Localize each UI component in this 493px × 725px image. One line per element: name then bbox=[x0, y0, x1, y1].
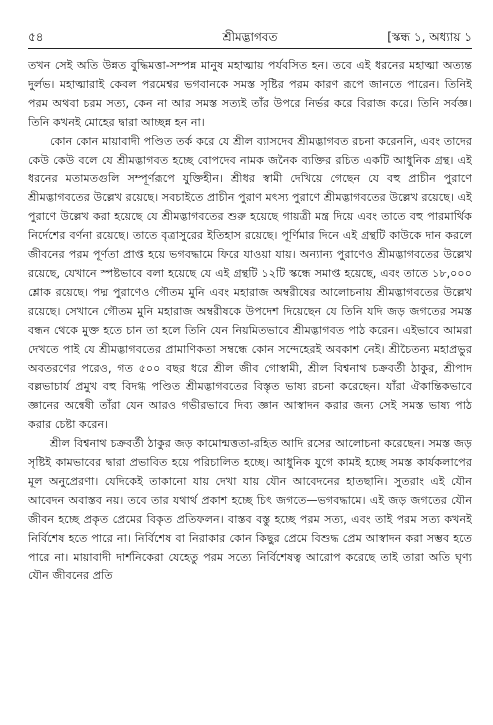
paragraph-bhagavata-authenticity: কোন কোন মায়াবাদী পণ্ডিত তর্ক করে যে শ্রীল ব্যাসদেব শ্রীমদ্ভাগবত রচনা করেননি, এবং তাদের কেউ কেউ বলে যে শ্রীমদ্ভাগবত হচ্ছে বোপদেব নামক জনৈক ব্যক্তির রচিত একটি আধুনিক গ্রন্থ। এই ধরনের মতামতগুলি সম্পূর্ণরূপে যুক্তিহীন। শ্রীধর স্বামী দেখিয়ে গেছেন যে বহু প্রাচীন পুরাণে শ্রীমদ্ভাগবতের উল্লেখ রয়েছে। সবচাইতে প্রাচীন পুরাণ মৎস্য পুরাণে শ্রীমদ্ভাগবতের উল্লেখ রয়েছে। এই পুরাণে উল্লেখ করা হয়েছে যে শ্রীমদ্ভাগবতের শুরু হয়েছে গায়ত্রী মন্ত্র দিয়ে এবং তাতে বহু পারমার্থিক নির্দেশের বর্ণনা রয়েছে। তাতে বৃত্রাসুরের ইতিহাস রয়েছে। পূর্ণিমার দিনে এই গ্রন্থটি কাউকে দান করলে জীবনের পরম পূর্ণতা প্রাপ্ত হয়ে ভগবদ্ধামে ফিরে যাওয়া যায়। অন্যান্য পুরাণেও শ্রীমদ্ভাগবতের উল্লেখ রয়েছে, যেখানে স্পষ্টভাবে বলা হয়েছে যে এই গ্রন্থটি ১২টি স্কন্ধে সমাপ্ত হয়েছে, এবং তাতে ১৮,০০০ শ্লোক রয়েছে। পদ্ম পুরাণেও গৌতম মুনি এবং মহারাজ অম্বরীষের আলোচনায় শ্রীমদ্ভাগবতের উল্লেখ রয়েছে। সেখানে গৌতম মুনি মহারাজ অম্বরীষকে উপদেশ দিয়েছেন যে তিনি যদি জড় জগতের সমস্ত বন্ধন থেকে মুক্ত হতে চান তা হলে তিনি যেন নিয়মিতভাবে শ্রীমদ্ভাগবত পাঠ করেন। এইভাবে আমরা দেখতে পাই যে শ্রীমদ্ভাগবতের প্রামাণিকতা সম্বন্ধে কোন সন্দেহেরই অবকাশ নেই। শ্রীচৈতন্য মহাপ্রভুর অবতরণের পরেও, গত ৫০০ বছর ধরে শ্রীল জীব গোস্বামী, শ্রীল বিশ্বনাথ চক্রবর্তী ঠাকুর, শ্রীপাদ বল্লভাচার্য প্রমুখ বহু বিদগ্ধ পণ্ডিত শ্রীমদ্ভাগবতের বিস্তৃত ভাষ্য রচনা করেছেন। যাঁরা ঐকান্তিকভাবে জ্ঞানের অন্বেষী তাঁরা যেন আরও গভীরভাবে দিব্য জ্ঞান আস্বাদন করার জন্য সেই সমস্ত ভাষ্য পাঠ করার চেষ্টা করেন। bbox=[28, 134, 472, 432]
section-reference: [স্কন্ধ ১, অধ্যায় ১ bbox=[387, 30, 472, 44]
paragraph-adi-rasa: শ্রীল বিশ্বনাথ চক্রবর্তী ঠাকুর জড় কামোন্মত্ততা-রহিত আদি রসের আলোচনা করেছেন। সমস্ত জড় সৃষ্টিই কামভাবের দ্বারা প্রভাবিত হয়ে পরিচালিত হচ্ছে। আধুনিক যুগে কামই হচ্ছে সমস্ত কার্যকলাপের মূল অনুপ্রেরণা। যেদিকেই তাকানো যায় দেখা যায় যৌন আবেদনের হাতছানি। সুতরাং এই যৌন আবেদন অবাস্তব নয়। তবে তার যথার্থ প্রকাশ হচ্ছে চিৎ জগতে—ভগবদ্ধামে। এই জড় জগতের যৌন জীবন হচ্ছে প্রকৃত প্রেমের বিকৃত প্রতিফলন। বাস্তব বস্তু হচ্ছে পরম সত্য, এবং তাই পরম সত্য কখনই নির্বিশেষ হতে পারে না। নির্বিশেষ বা নিরাকার কোন কিছুর প্রেমে বিশুদ্ধ প্রেম আস্বাদন করা সম্ভব হতে পারে না। মায়াবাদী দার্শনিকেরা যেহেতু পরম সত্যে নির্বিশেষত্ব আরোপ করেছে তাই তারা অতি ঘৃণ্য যৌন জীবনের প্রতি bbox=[28, 437, 472, 583]
book-page bbox=[28, 26, 472, 716]
body-text bbox=[28, 57, 472, 586]
paragraph-continuation: তখন সেই অতি উন্নত বুদ্ধিমত্তা-সম্পন্ন মানুষ মহাত্মায় পর্যবসিত হন। তবে এই ধরনের মহাত্মা অত্যন্ত দুর্লভ। মহাত্মারাই কেবল পরমেশ্বর ভগবানকে সমস্ত সৃষ্টির পরম কারণ রূপে জানতে পারেন। তিনিই পরম অথবা চরম সত্য, কেন না আর সমস্ত সত্যই তাঁর উপরে নির্ভর করে বিরাজ করে। তিনি সর্বজ্ঞ। তিনি কখনই মোহের দ্বারা আচ্ছন্ন হন না। bbox=[28, 59, 472, 129]
page-number: ৫৪ bbox=[28, 30, 44, 44]
running-header bbox=[28, 26, 472, 49]
book-title: শ্রীমদ্ভাগবত bbox=[222, 30, 278, 44]
